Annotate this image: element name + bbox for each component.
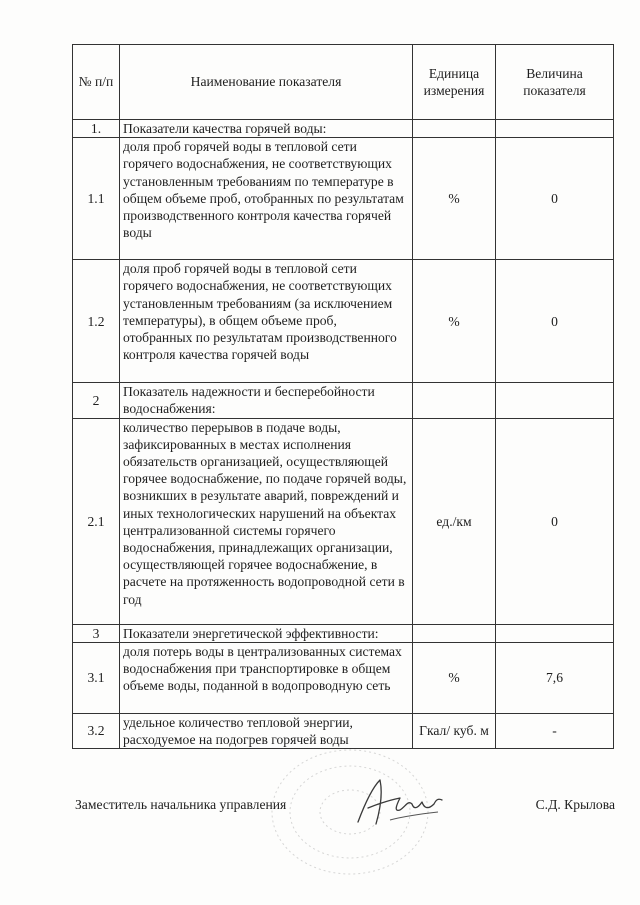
row-number: 2 <box>73 383 120 418</box>
row-indicator-name: количество перерывов в подаче воды, зафиксированных в местах исполнения обязательств организацией, осуществляющей горячее водоснабжение, по подаче горячей воды, возникших в результате аварий, повреждений и иных технологических нарушений на объектах централизованной системы горячего водоснабжения, принадлежащих организации, осуществляющей горячее водоснабжение, в расчете на протяженность водопроводной сети в год <box>120 418 413 624</box>
table-row <box>73 383 614 418</box>
row-value: 0 <box>496 418 614 624</box>
table-row <box>73 418 614 624</box>
row-indicator-name: доля потерь воды в централизованных системах водоснабжения при транспортировке в общем объеме воды, поданной в водопроводную сеть <box>120 642 413 713</box>
signature-block <box>75 797 615 817</box>
table-row <box>73 260 614 383</box>
row-value <box>496 383 614 418</box>
row-indicator-name: Показатель надежности и бесперебойности водоснабжения: <box>120 383 413 418</box>
row-indicator-name: удельное количество тепловой энергии, расходуемое на подогрев горячей воды <box>120 713 413 748</box>
row-unit: % <box>413 260 496 383</box>
row-unit: ед./км <box>413 418 496 624</box>
row-indicator-name: доля проб горячей воды в тепловой сети горячего водоснабжения, не соответствующих установленным требованиям (за исключением температуры), в общем объеме проб, отобранных по результатам производственного контроля качества горячей воды <box>120 260 413 383</box>
row-number: 1. <box>73 120 120 138</box>
table-row <box>73 120 614 138</box>
table-row <box>73 624 614 642</box>
table-row <box>73 138 614 260</box>
row-number: 1.2 <box>73 260 120 383</box>
table-row <box>73 642 614 713</box>
row-number: 1.1 <box>73 138 120 260</box>
row-indicator-name: Показатели качества горячей воды: <box>120 120 413 138</box>
row-unit: % <box>413 138 496 260</box>
row-unit <box>413 624 496 642</box>
row-indicator-name: доля проб горячей воды в тепловой сети горячего водоснабжения, не соответствующих установленным требованиям по температуре в общем объеме проб, отобранных по результатам производственного контроля качества горячей воды <box>120 138 413 260</box>
row-value: 0 <box>496 260 614 383</box>
row-number: 2.1 <box>73 418 120 624</box>
header-unit: Единица измерения <box>413 45 496 120</box>
row-value: 7,6 <box>496 642 614 713</box>
indicators-table <box>72 44 614 749</box>
row-number: 3 <box>73 624 120 642</box>
signer-position: Заместитель начальника управления <box>75 797 287 812</box>
row-unit <box>413 383 496 418</box>
row-value: - <box>496 713 614 748</box>
row-number: 3.2 <box>73 713 120 748</box>
header-value: Величина показателя <box>496 45 614 120</box>
row-number: 3.1 <box>73 642 120 713</box>
signer-name: С.Д. Крылова <box>535 797 615 812</box>
row-value <box>496 624 614 642</box>
row-unit: Гкал/ куб. м <box>413 713 496 748</box>
table-header-row <box>73 45 614 120</box>
row-value <box>496 120 614 138</box>
header-indicator-name: Наименование показателя <box>120 45 413 120</box>
row-unit: % <box>413 642 496 713</box>
row-indicator-name: Показатели энергетической эффективности: <box>120 624 413 642</box>
header-number: № п/п <box>73 45 120 120</box>
row-unit <box>413 120 496 138</box>
row-value: 0 <box>496 138 614 260</box>
